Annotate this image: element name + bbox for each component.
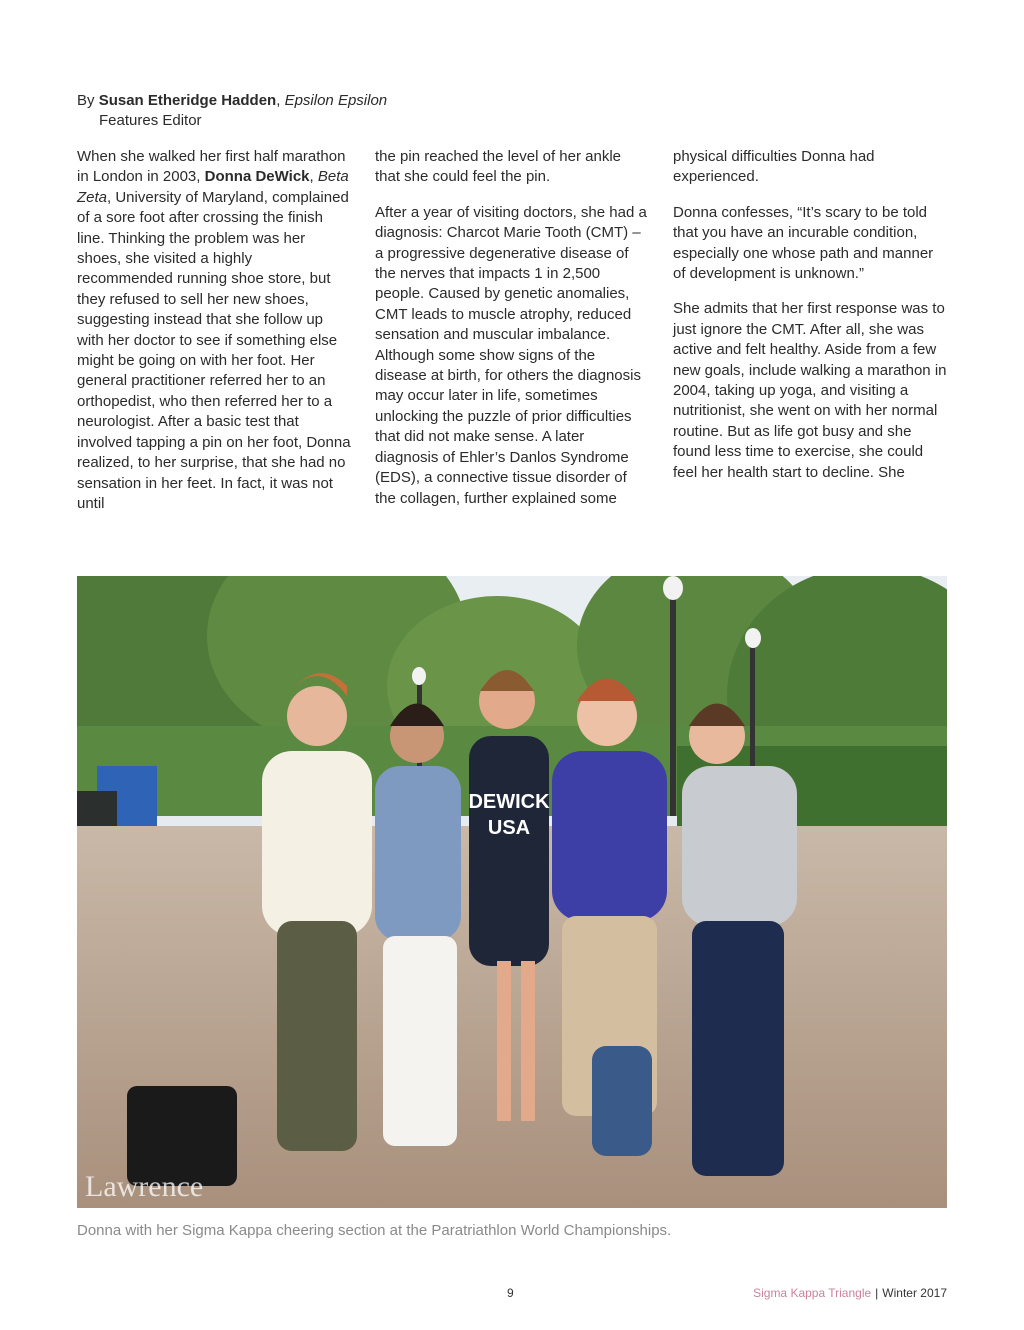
- article-column-2: [375, 147, 649, 524]
- group-photo-illustration: [77, 576, 947, 1208]
- byline: By Susan Etheridge Hadden, Epsilon Epsilon Features Editor: [77, 92, 388, 129]
- subject-name: Donna DeWick: [204, 168, 310, 186]
- author-role: Features Editor: [99, 112, 202, 129]
- footer-separator: |: [875, 1286, 879, 1300]
- paragraph: the pin reached the level of her ankle that she could feel the pin.: [375, 148, 621, 186]
- jersey-line1: DEWICK: [468, 791, 550, 813]
- paragraph-text: , University of Maryland, complained of a sore foot after crossing the finish line. Thinking the problem was her shoes, she visited a highly recommended running shoe store, but they refused to sell her new shoes, suggesting instead that she follow up with her doctor to see if something else might be going on with her foot. Her general practitioner referred her to an orthopedist, who then referred her to a neurologist. After a basic test that involved tapping a pin on her foot, Donna realized, to her surprise, that she had no sensation in her feet. In fact, it was not until: [77, 188, 351, 512]
- issue-date: Winter 2017: [882, 1286, 947, 1300]
- photographer-watermark: Lawrence: [85, 1170, 204, 1203]
- article-column-3: [673, 147, 947, 498]
- page-number: 9: [507, 1286, 514, 1300]
- author-name: Susan Etheridge Hadden: [98, 92, 277, 109]
- group-photo: [77, 576, 947, 1208]
- paragraph: physical difficulties Donna had experienced.: [673, 148, 875, 186]
- article-column-1: [77, 147, 351, 529]
- paragraph: Donna confesses, “It’s scary to be told that you have an incurable condition, especially one whose path and manner of development is unknown.”: [673, 203, 934, 283]
- subject-chapter: Beta Zeta: [77, 168, 349, 206]
- byline-by: By: [77, 92, 95, 109]
- jersey-line2: USA: [487, 817, 531, 839]
- paragraph-text: When she walked her first half marathon in London in 2003,: [77, 148, 346, 186]
- paragraph: She admits that her first response was to just ignore the CMT. After all, she was active and felt healthy. Aside from a few new goals, include walking a marathon in 2004, taking up yoga, and visiting a nutritionist, she went on with her normal routine. But as life got busy and she found less time to exercise, she could feel her health start to decline. She: [673, 300, 947, 481]
- author-chapter: Epsilon Epsilon: [284, 92, 388, 109]
- magazine-name: Sigma Kappa Triangle: [753, 1286, 872, 1300]
- paragraph: When she walked her first half marathon in London in 2003, Donna DeWick, Beta Zeta, University of Maryland, complained of a sore foot after crossing the finish line. Thinking the problem was her shoes, she visited a highly recommended running shoe store, but they refused to sell her new shoes, suggesting instead that she follow up with her doctor to see if something else might be going on with her foot. Her general practitioner referred her to an orthopedist, who then referred her to a neurologist. After a basic test that involved tapping a pin on her foot, Donna realized, to her surprise, that she had no sensation in her feet. In fact, it was not until: [77, 148, 351, 512]
- photo-caption: Donna with her Sigma Kappa cheering section at the Paratriathlon World Championships.: [77, 1222, 672, 1239]
- footer: [753, 1286, 947, 1300]
- paragraph: After a year of visiting doctors, she had a diagnosis: Charcot Marie Tooth (CMT) – a progressive degenerative disease of the nerves that impacts 1 in 2,500 people. Caused by genetic anomalies, CMT leads to muscle atrophy, reduced sensation and muscular imbalance. Although some show signs of the disease at birth, for others the diagnosis may occur later in life, sometimes unlocking the puzzle of prior difficulties that did not make sense. A later diagnosis of Ehler’s Danlos Syndrome (EDS), a connective tissue disorder of the collagen, further explained some: [375, 203, 647, 507]
